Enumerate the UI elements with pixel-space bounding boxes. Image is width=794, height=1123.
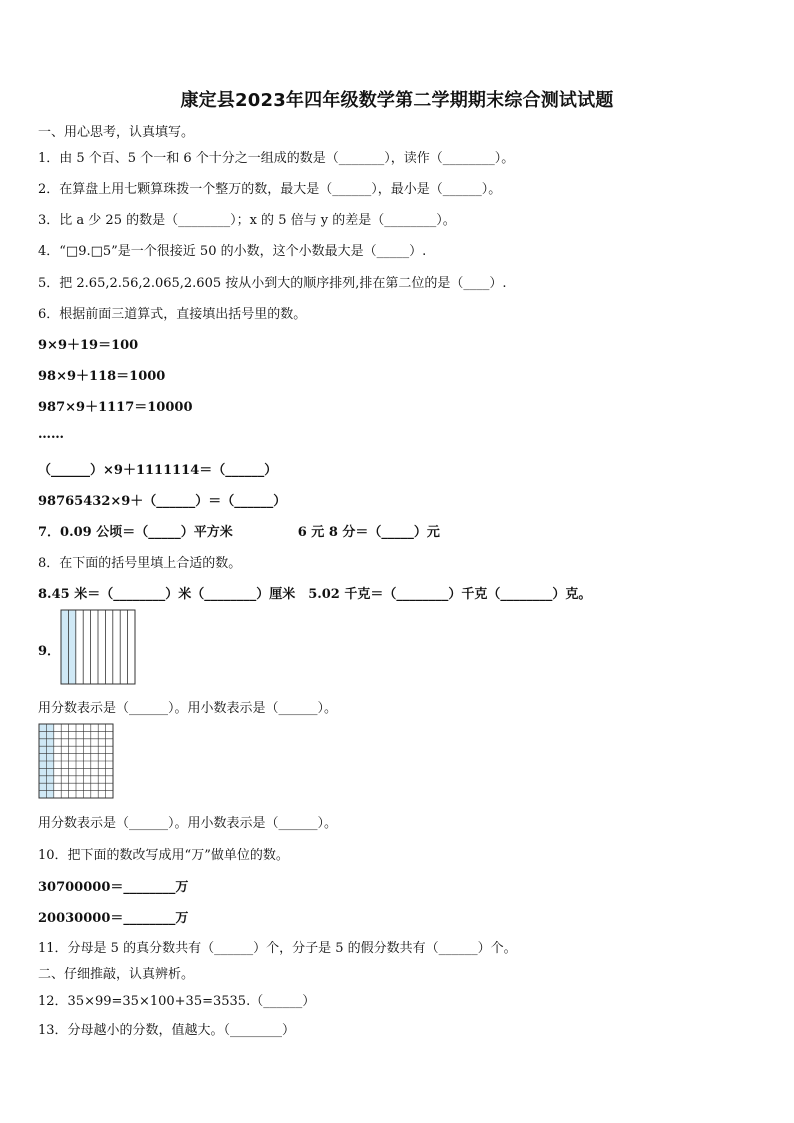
ellipsis: ……	[38, 427, 64, 442]
question-6: 6．根据前面三道算式，直接填出括号里的数。	[38, 307, 307, 322]
equation-4: （______）×9＋1111114＝（______）	[38, 463, 278, 478]
question-8-line: 8.45 米＝（________）米（________）厘米 5.02 千克＝（________）千克（________）克。	[38, 587, 592, 602]
square-grid-figure	[38, 723, 114, 799]
strip-figure	[60, 609, 136, 685]
question-9-b: 用分数表示是（______）。用小数表示是（______）。	[38, 816, 338, 831]
question-11: 11．分母是 5 的真分数共有（______）个，分子是 5 的假分数共有（______）个。	[38, 941, 517, 956]
question-2: 2．在算盘上用七颗算珠拨一个整万的数，最大是（______），最小是（______）。	[38, 182, 502, 197]
question-10-a: 30700000＝________万	[38, 880, 189, 895]
question-1: 1．由 5 个百、5 个一和 6 个十分之一组成的数是（_______），读作（________）。	[38, 151, 515, 166]
question-10-b: 20030000＝________万	[38, 911, 189, 926]
question-9-label: 9．	[38, 644, 61, 659]
equation-3: 987×9＋1117＝10000	[38, 400, 193, 415]
question-12: 12．35×99=35×100+35=3535.（______）	[38, 994, 316, 1009]
question-7: 7．0.09 公顷＝（_____）平方米 6 元 8 分＝（_____）元	[38, 525, 440, 540]
equation-1: 9×9＋19＝100	[38, 338, 139, 353]
equation-5: 98765432×9＋（______）＝（______）	[38, 494, 287, 509]
question-10: 10．把下面的数改写成用“万”做单位的数。	[38, 848, 289, 863]
section-1-heading: 一、用心思考，认真填写。	[38, 125, 195, 140]
question-5: 5．把 2.65,2.56,2.065,2.605 按从小到大的顺序排列,排在第二位的是（____）.	[38, 276, 507, 291]
question-9-a: 用分数表示是（______）。用小数表示是（______）。	[38, 701, 338, 716]
equation-2: 98×9＋118＝1000	[38, 369, 166, 384]
question-4: 4．“□9.□5”是一个很接近 50 的小数，这个小数最大是（_____）.	[38, 244, 427, 259]
question-13: 13．分母越小的分数，值越大。（________）	[38, 1023, 296, 1038]
page-title: 康定县2023年四年级数学第二学期期末综合测试试题	[180, 90, 614, 111]
question-3: 3．比 a 少 25 的数是（________）；x 的 5 倍与 y 的差是（________）。	[38, 213, 456, 228]
question-8: 8．在下面的括号里填上合适的数。	[38, 556, 242, 571]
section-2-heading: 二、仔细推敲，认真辨析。	[38, 967, 195, 982]
